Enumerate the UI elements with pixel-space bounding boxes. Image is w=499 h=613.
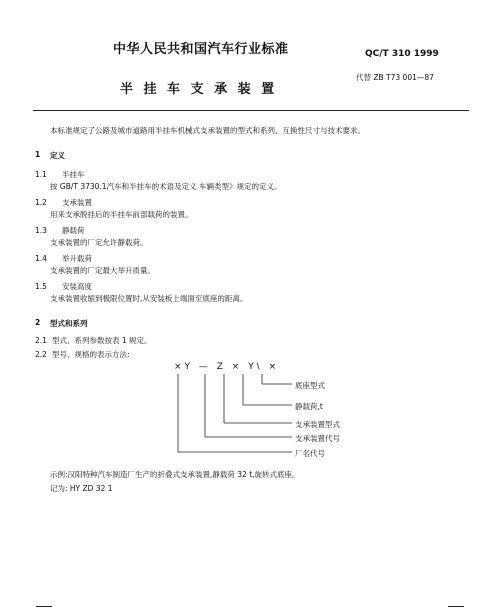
label-support-code: 支承装置代号 xyxy=(295,434,340,443)
item-1-1-term: 半挂车 xyxy=(62,170,85,179)
section-2-number: 2 xyxy=(35,318,41,327)
standard-category-heading: 中华人民共和国汽车行业标准 xyxy=(113,42,289,57)
label-base-type: 底座型式 xyxy=(295,381,325,390)
item-1-5-term: 安装高度 xyxy=(62,282,92,291)
intro-paragraph: 本标准规定了公路及城市道路用半挂车机械式支承装置的型式和系列、互换性尺寸与技术要求。 xyxy=(50,126,365,135)
item-1-4-term: 举升载荷 xyxy=(62,254,92,263)
example-text: 示例:汉阳特种汽车制造厂生产的折叠式支承装置,静载荷 32 t,旋转式底座。 xyxy=(50,470,300,479)
example-designation: 记为: HY ZD 32 1 xyxy=(50,484,113,493)
item-1-3-number: 1.3 xyxy=(35,226,47,235)
section-1-title: 定义 xyxy=(50,151,65,160)
footer-mark-right xyxy=(448,606,464,607)
standard-number: QC/T 310 1999 xyxy=(365,49,439,59)
replaces-standard: 代替 ZB T73 001—87 xyxy=(356,73,434,82)
item-1-3-term: 静载荷 xyxy=(62,226,85,235)
section-2-title: 型式和系列 xyxy=(50,319,88,328)
item-1-2-number: 1.2 xyxy=(35,198,47,207)
item-1-2-desc: 用来支承脱挂后的半挂车前部载荷的装置。 xyxy=(50,210,193,219)
section-1-number: 1 xyxy=(35,150,41,159)
item-2-2-number: 2.2 xyxy=(35,350,47,359)
item-1-5-number: 1.5 xyxy=(35,282,47,291)
item-1-4-desc: 支承装置的厂定最大举升质量。 xyxy=(50,266,155,275)
item-2-1-desc: 型式、系列参数按表 1 规定。 xyxy=(52,336,152,345)
item-2-2-desc: 型号、规格的表示方法: xyxy=(52,350,130,359)
label-maker-code: 厂名代号 xyxy=(295,449,325,458)
item-1-2-term: 支承装置 xyxy=(62,198,92,207)
item-1-3-desc: 支承装置的厂定允许静载荷。 xyxy=(50,238,148,247)
footer-mark-left xyxy=(36,606,52,607)
item-1-5-desc: 支承装置收缩到极限位置时,从安装板上端面至底座的距离。 xyxy=(50,294,248,303)
item-1-1-desc: 按 GB/T 3730.1汽车和半挂车的术语及定义 车辆类型》规定的定义。 xyxy=(50,182,282,191)
designation-code: ×Y — Z × Y\ × xyxy=(174,362,280,372)
item-2-1-number: 2.1 xyxy=(35,336,47,345)
document-title: 半 挂 车 支 承 装 置 xyxy=(120,82,278,97)
item-1-1-number: 1.1 xyxy=(35,170,47,179)
label-support-type: 支承装置型式 xyxy=(295,420,340,429)
label-static-load: 静载荷,t xyxy=(295,402,323,411)
item-1-4-number: 1.4 xyxy=(35,254,47,263)
